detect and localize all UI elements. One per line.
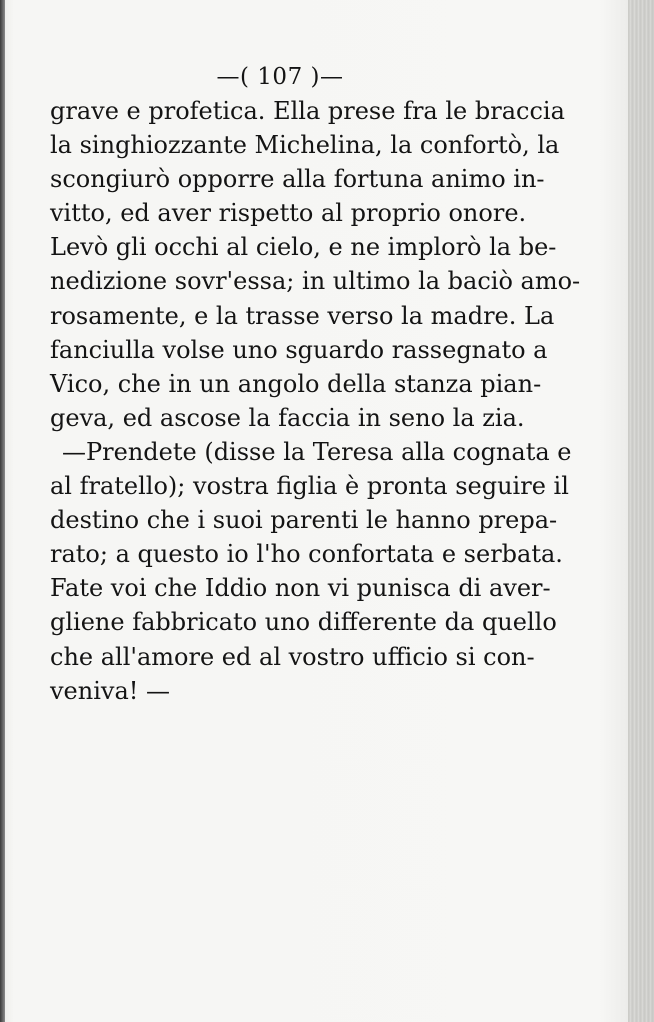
text-line: Fate voi che Iddio non vi punisca di aver- — [50, 574, 551, 603]
text-line: Vico, che in un angolo della stanza pian- — [50, 369, 542, 398]
text-line: al fratello); vostra figlia è pronta seguire il — [50, 472, 569, 501]
page-binding-edge — [0, 0, 5, 1022]
text-line: fanciulla volse uno sguardo rassegnato a — [50, 335, 548, 364]
body-text — [50, 94, 581, 708]
text-line: vitto, ed aver rispetto al proprio onore. — [50, 199, 527, 228]
text-line: grave e profetica. Ella prese fra le braccia — [50, 97, 565, 125]
text-line: scongiurò opporre alla fortuna animo in- — [50, 165, 545, 194]
text-line: la singhiozzante Michelina, la confortò, la — [50, 131, 560, 160]
text-line: che all'amore ed al vostro ufficio si con- — [50, 642, 535, 671]
page-stack-edge — [628, 0, 654, 1022]
text-line: nedizione sovr'essa; in ultimo la baciò amo- — [50, 267, 581, 296]
text-line: rosamente, e la trasse verso la madre. La — [50, 301, 555, 330]
text-line: destino che i suoi parenti le hanno prepa- — [50, 506, 558, 535]
text-line: geva, ed ascose la faccia in seno la zia. — [50, 403, 525, 432]
text-line: —Prendete (disse la Teresa alla cognata e — [62, 437, 572, 466]
text-line: rato; a questo io l'ho confortata e serbata. — [50, 540, 563, 569]
text-line: gliene fabbricato uno differente da quello — [50, 608, 557, 637]
text-line: Levò gli occhi al cielo, e ne implorò la be- — [50, 233, 557, 262]
page-number-header: —( 107 )— — [216, 64, 344, 90]
text-line: veniva! — — [50, 676, 171, 705]
